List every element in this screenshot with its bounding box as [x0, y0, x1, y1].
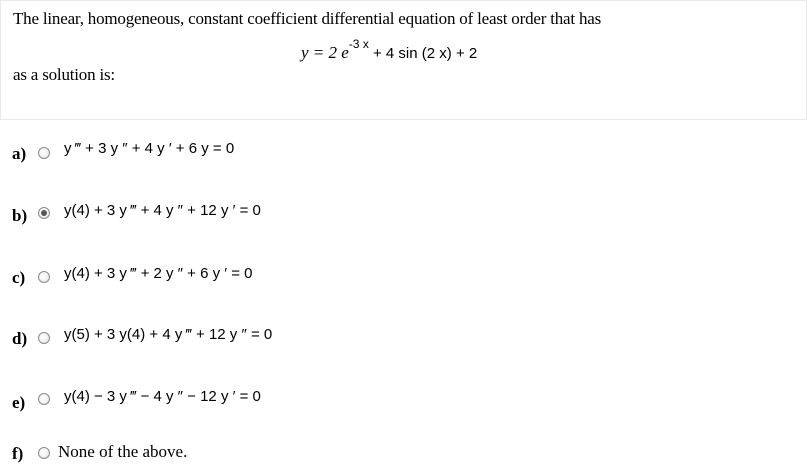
option-b-radio[interactable] [38, 207, 50, 219]
option-b-expression: y(4) + 3 y ‴ + 4 y ″ + 12 y ′ = 0 [64, 202, 261, 219]
solution-equation [301, 37, 478, 63]
option-letter: b) [12, 206, 28, 225]
option-c-expression: y(4) + 3 y ‴ + 2 y ″ + 6 y ′ = 0 [64, 265, 253, 282]
question-panel [0, 0, 807, 120]
option-a-radio[interactable] [38, 147, 50, 159]
equation-rest: + 4 sin (2 x) + 2 [368, 45, 478, 62]
option-letter: f) [12, 444, 24, 463]
option-d-radio[interactable] [38, 332, 50, 344]
question-text-suffix: as a solution is: [13, 65, 115, 84]
option-letter: e) [12, 393, 26, 412]
option-f-label: None of the above. [58, 442, 188, 461]
option-d-expression: y(5) + 3 y(4) + 4 y ‴ + 12 y ″ = 0 [64, 326, 273, 343]
option-a-expression: y ‴ + 3 y ″ + 4 y ′ + 6 y = 0 [64, 140, 235, 157]
option-letter: a) [12, 144, 27, 163]
question-text: The linear, homogeneous, constant coefficient differential equation of least order that has [13, 9, 602, 28]
option-letter: c) [12, 268, 26, 287]
option-c-radio[interactable] [38, 271, 50, 283]
option-letter: d) [12, 329, 28, 348]
option-e-expression: y(4) − 3 y ‴ − 4 y ″ − 12 y ′ = 0 [64, 388, 261, 405]
option-e-radio[interactable] [38, 393, 50, 405]
option-f-radio[interactable] [38, 447, 50, 459]
equation-exponent: -3 x [348, 37, 369, 51]
equation-lhs: y = 2 e [301, 43, 349, 62]
